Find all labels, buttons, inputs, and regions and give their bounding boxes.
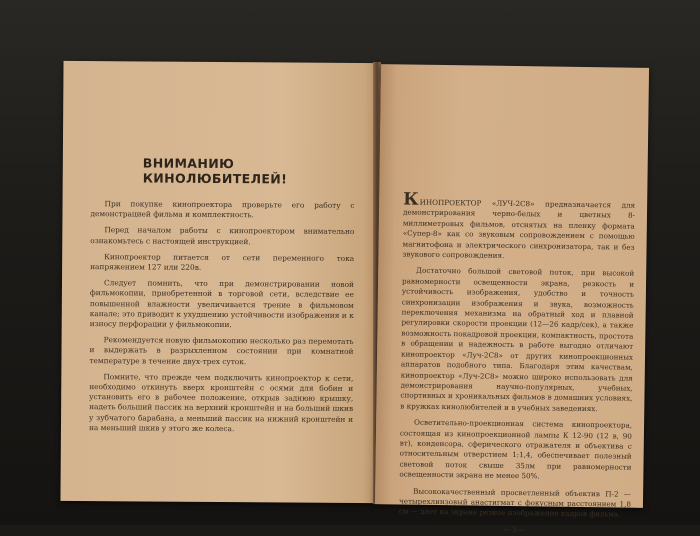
paragraph: Рекомендуется новую фильмокопию несколько раз перемотать и выдержать в разрыхленном состоянии при комнатной температуре в течение двух-трех суток. [89,335,354,366]
paragraph: Кинопроектор питается от сети переменного тока напряжением 127 или 220в. [90,252,355,272]
page-number: —3— [503,524,527,534]
paragraph: Высококачественный просветленный объектив П-2 — четырехлинзовый анастигмат с фокусным расстоянием 1,8 см — дает на экране резкое изображение кадров фильма. [398,486,632,519]
open-booklet [62,62,644,534]
paragraph: Осветительно-проекционная система кинопроектора, состоящая из кинопроекционной лампы К 12-90 (12 в, 90 вт), конденсора, сферического отражателя и объектива с относительным отверстием 1:1,4, обеспечивает полезный световой поток свыше 35лм при равномерности освещенности экрана не менее 50%. [399,417,633,481]
left-page [60,61,377,503]
paragraph: При покупке кинопроектора проверьте его работу с демонстрацией фильма и комплектность. [90,199,355,220]
paragraph: Помните, что прежде чем подключить кинопроектор к сети, необходимо откинуть вверх кронштейн с осями для бобин и установить его в рабочее положение, открыв заднюю крышку, надеть больший пассик на верхний кронштейн и на больший шкив у зубчатого барабана, а меньший пассик на нижний кронштейн и на меньший шкив у этого же колеса. [88,372,354,433]
paragraph: Достаточно большой световой поток, при высокой равномерности освещенности экрана, резкость и устойчивость изображения, удобство и точность синхронизации изображения и звука, возможность переключения механизма на обратный ход и плавной регулировки скорости проекции (12—26 кадр/сек), а также возможность покадровой проекции, компактность, простота в обращении и надежность в работе выгодно отличают кинопроектор «Луч-2С8» от других кинопроекционных аппаратов подобного типа. Благодаря этим качествам, кинопроектор «Луч-2С8» можно широко использовать для демонстрирования научно-популярных, учебных, спортивных и хроникальных фильмов в домашних условиях, в кружках кинолюбителей и в учебных заведениях. [400,266,635,413]
paragraph: Перед началом работы с кинопроектором внимательно ознакомьтесь с настоящей инструкцией. [90,225,355,246]
dropcap-letter: К [403,189,419,210]
paragraph: Следует помнить, что при демонстрировании новой фильмокопии, приобретенной в торговой сети, вследствие ее повышенной влажности увеличивается трение в фильмовом канале; это приводит к ухудшению устойчивости изображения и к износу перфорации у фильмокопии. [89,278,355,330]
lead-text: ИНОПРОЕКТОР «ЛУЧ-2С8» предназначается для демонстрирования черно-белых и цветных 8-миллиметровых фильмов, отснятых на пленку формата «Супер-8» как со звуковым сопровождением с помощью магнитофона и электрического синхронизатора, так и без звукового сопровождения. [402,197,636,260]
lead-paragraph [402,189,636,263]
right-page [375,64,649,534]
page-title: ВНИМАНИЮ КИНОЛЮБИТЕЛЕЙ! [142,155,288,187]
